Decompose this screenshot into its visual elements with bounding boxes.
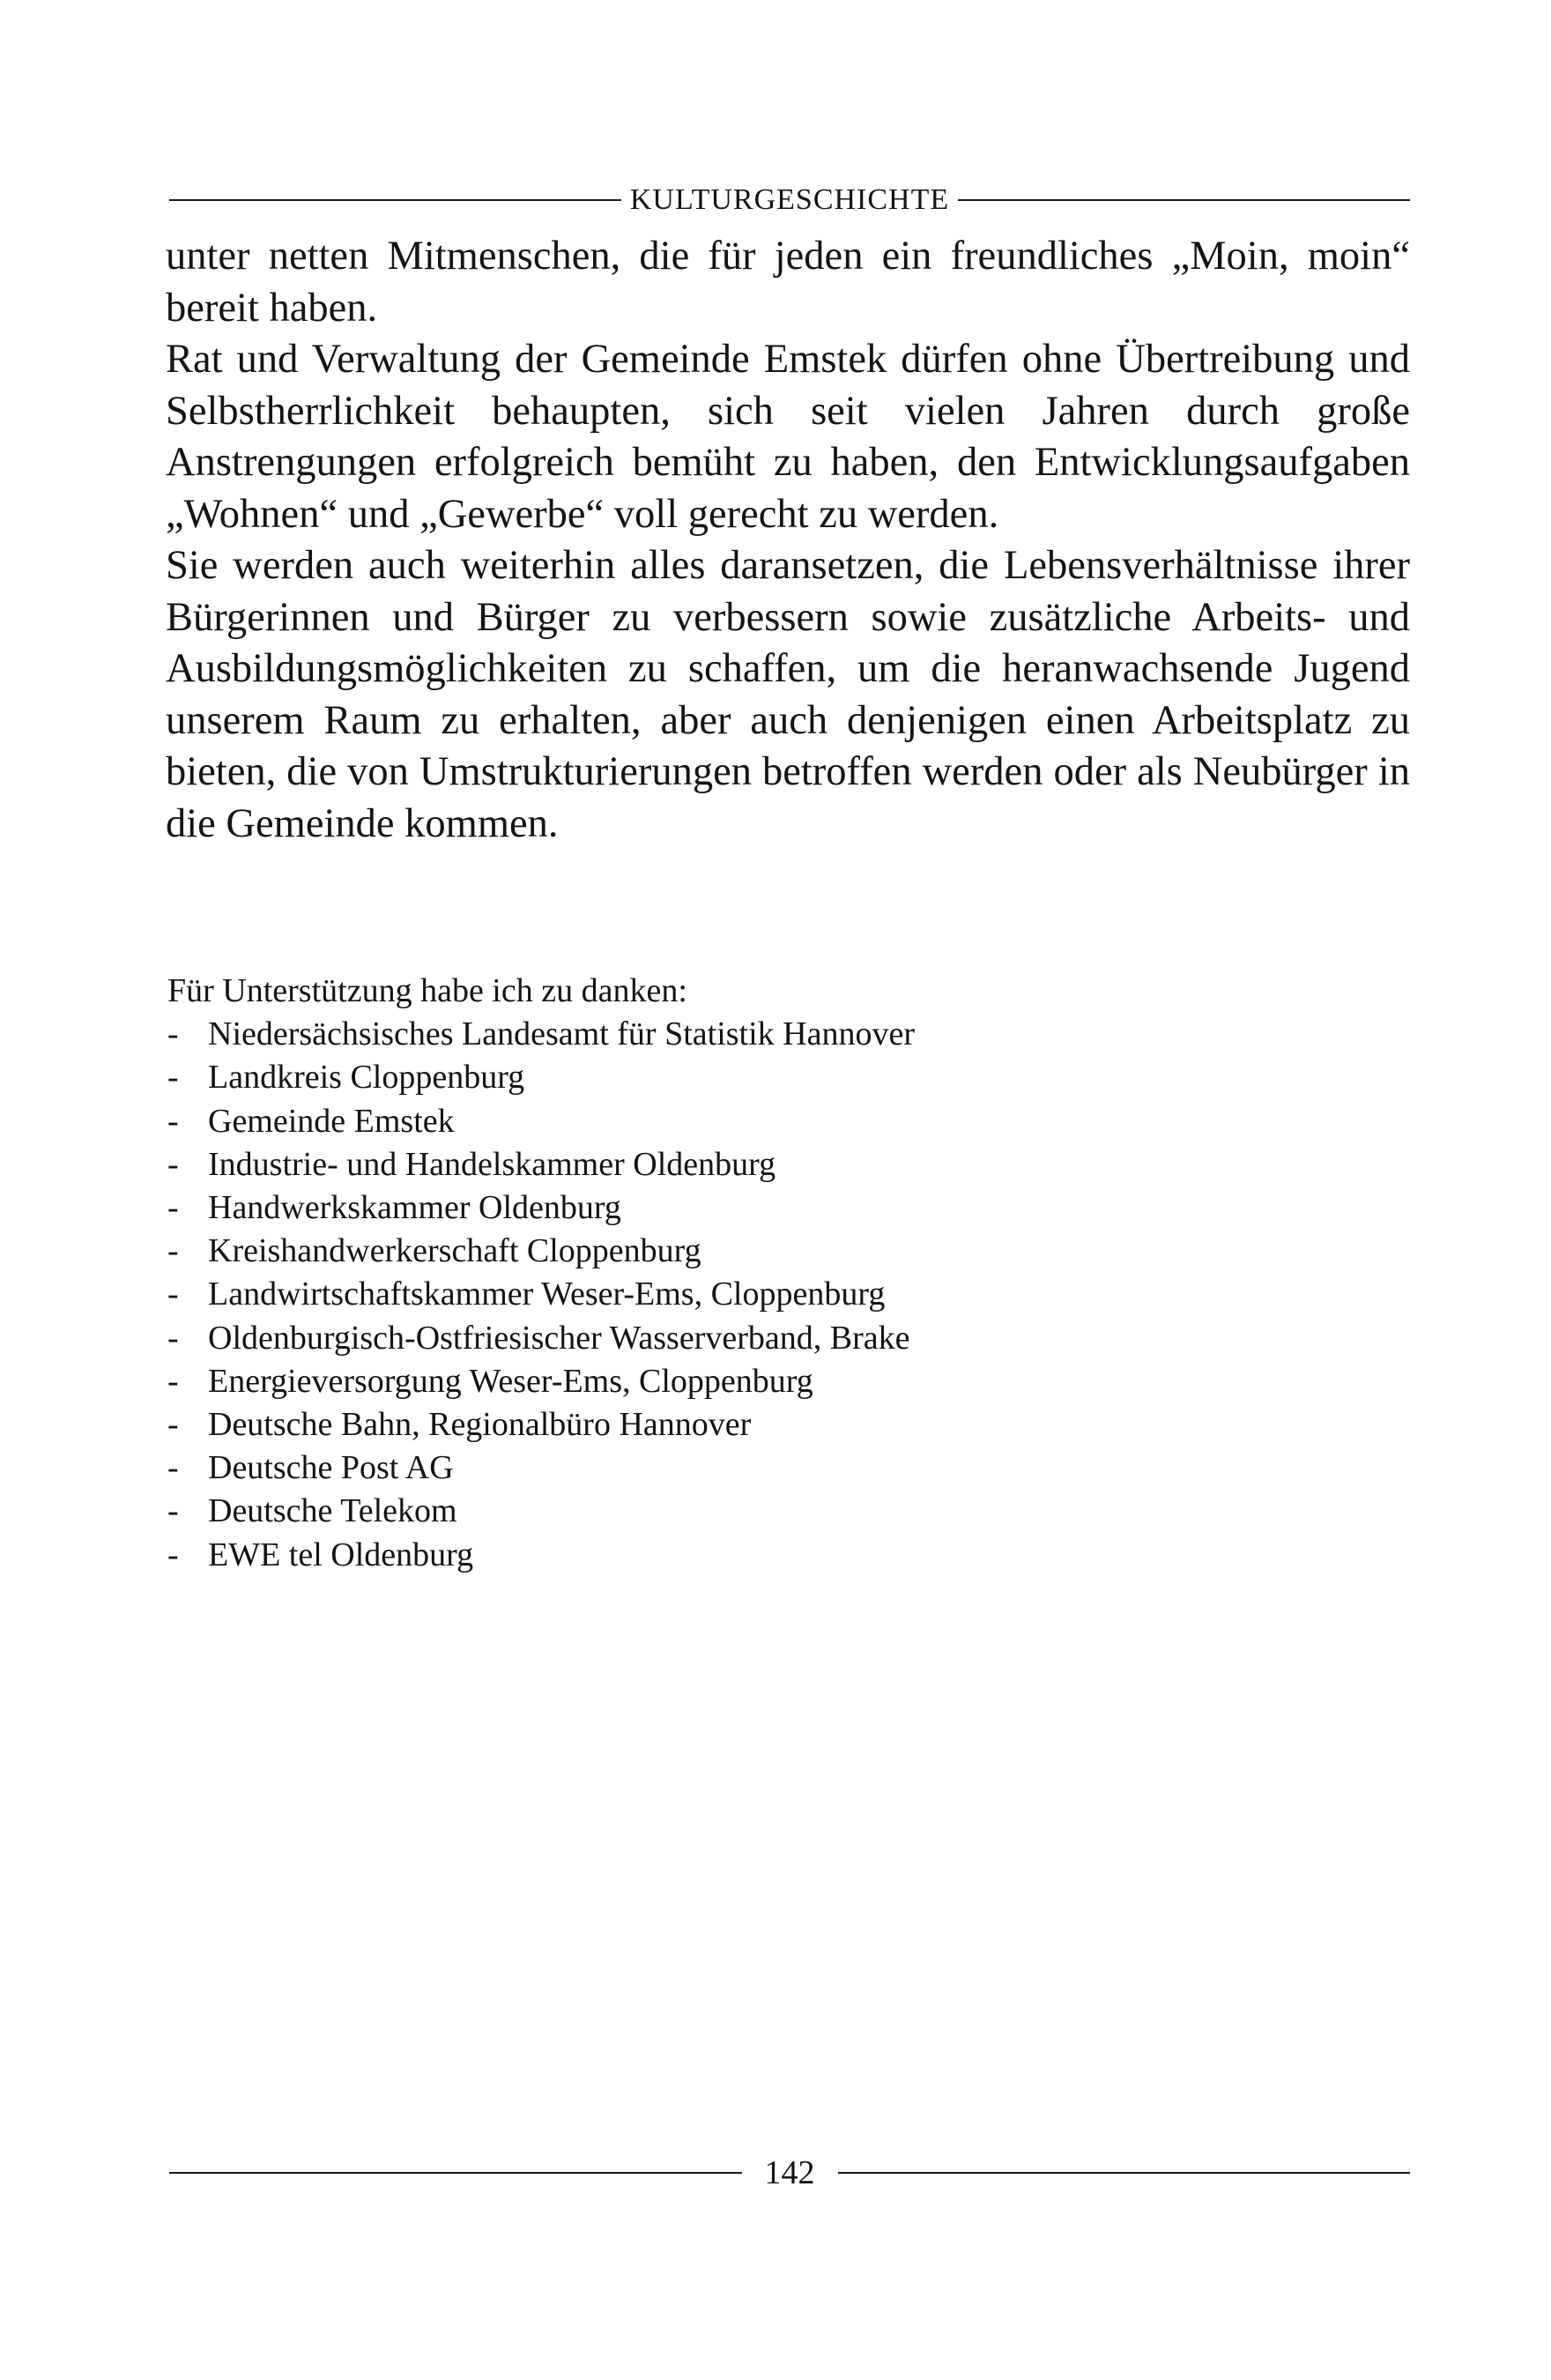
list-item: [167, 1534, 1137, 1577]
list-item-text: Kreishandwerkerschaft Cloppenburg: [208, 1232, 701, 1270]
paragraph-3: Sie werden auch weiterhin alles daransetzen, die Lebensverhältnisse ihrer Bürgerinnen und Bürger zu verbessern sowie zusätzliche Arbeits- und Ausbildungsmöglichkeiten zu schaffen, um die heranwachsende Jugend unserem Raum zu erhalten, aber auch denjenigen einen Arbeitsplatz zu bieten, die von Umstrukturierungen betroffen werden oder als Neubürger in die Gemeinde kommen.: [166, 543, 1410, 846]
list-item: [167, 1490, 1137, 1533]
list-dash: -: [167, 1102, 179, 1140]
list-item-text: Landkreis Cloppenburg: [208, 1059, 525, 1097]
paragraph-2: Rat und Verwaltung der Gemeinde Emstek dürfen ohne Übertreibung und Selbstherrlichkeit behaupten, sich seit vielen Jahren durch große Anstrengungen erfolgreich bemüht zu haben, den Entwicklungsaufgaben „Wohnen“ und „Gewerbe“ voll gerecht zu werden.: [166, 337, 1410, 537]
list-item: [167, 1273, 1137, 1316]
page-number: 142: [764, 2154, 815, 2191]
list-item: [167, 1056, 1137, 1099]
list-item: [167, 1143, 1137, 1186]
list-dash: -: [167, 1536, 179, 1573]
page-footer: [169, 2151, 1410, 2195]
list-dash: -: [167, 1189, 179, 1227]
list-dash: -: [167, 1362, 179, 1400]
running-header: [169, 181, 1410, 219]
list-item-text: Industrie- und Handelskammer Oldenburg: [208, 1145, 776, 1183]
paragraph-1: unter netten Mitmenschen, die für jeden ein freundliches „Moin, moin“ bereit haben.: [166, 234, 1410, 331]
list-dash: -: [167, 1492, 179, 1530]
list-dash: -: [167, 1232, 179, 1270]
list-item-text: EWE tel Oldenburg: [208, 1536, 474, 1573]
list-item-text: Landwirtschaftskammer Weser-Ems, Cloppenburg: [208, 1276, 886, 1313]
list-item-text: Deutsche Post AG: [208, 1449, 454, 1487]
list-item-text: Energieversorgung Weser-Ems, Cloppenburg: [208, 1362, 813, 1400]
list-item: [167, 1447, 1137, 1490]
acknowledgements-intro: Für Unterstützung habe ich zu danken:: [167, 972, 687, 1009]
list-item-text: Deutsche Bahn, Regionalbüro Hannover: [208, 1406, 752, 1444]
header-rule-left: [169, 199, 621, 201]
list-dash: -: [167, 1015, 179, 1053]
list-item: [167, 1317, 1137, 1360]
acknowledgements-list: [167, 1013, 1137, 1577]
list-dash: -: [167, 1059, 179, 1097]
list-item: [167, 1230, 1137, 1273]
list-item: [167, 1186, 1137, 1230]
footer-rule-right: [838, 2172, 1411, 2174]
list-dash: -: [167, 1145, 179, 1183]
list-dash: -: [167, 1319, 179, 1357]
header-rule-right: [958, 199, 1410, 201]
list-dash: -: [167, 1406, 179, 1444]
body-text: [166, 231, 1410, 850]
list-item-text: Gemeinde Emstek: [208, 1102, 455, 1140]
list-item-text: Oldenburgisch-Ostfriesischer Wasserverband, Brake: [208, 1319, 910, 1357]
list-item: [167, 1403, 1137, 1447]
list-item-text: Handwerkskammer Oldenburg: [208, 1189, 621, 1227]
list-dash: -: [167, 1276, 179, 1313]
list-item-text: Niedersächsisches Landesamt für Statistik Hannover: [208, 1015, 915, 1053]
list-item: [167, 1360, 1137, 1403]
running-header-title: KULTURGESCHICHTE: [629, 183, 950, 216]
list-item-text: Deutsche Telekom: [208, 1492, 457, 1530]
list-item: [167, 1013, 1137, 1056]
list-dash: -: [167, 1449, 179, 1487]
footer-rule-left: [169, 2172, 742, 2174]
list-item: [167, 1100, 1137, 1143]
acknowledgements: [167, 970, 1137, 1577]
